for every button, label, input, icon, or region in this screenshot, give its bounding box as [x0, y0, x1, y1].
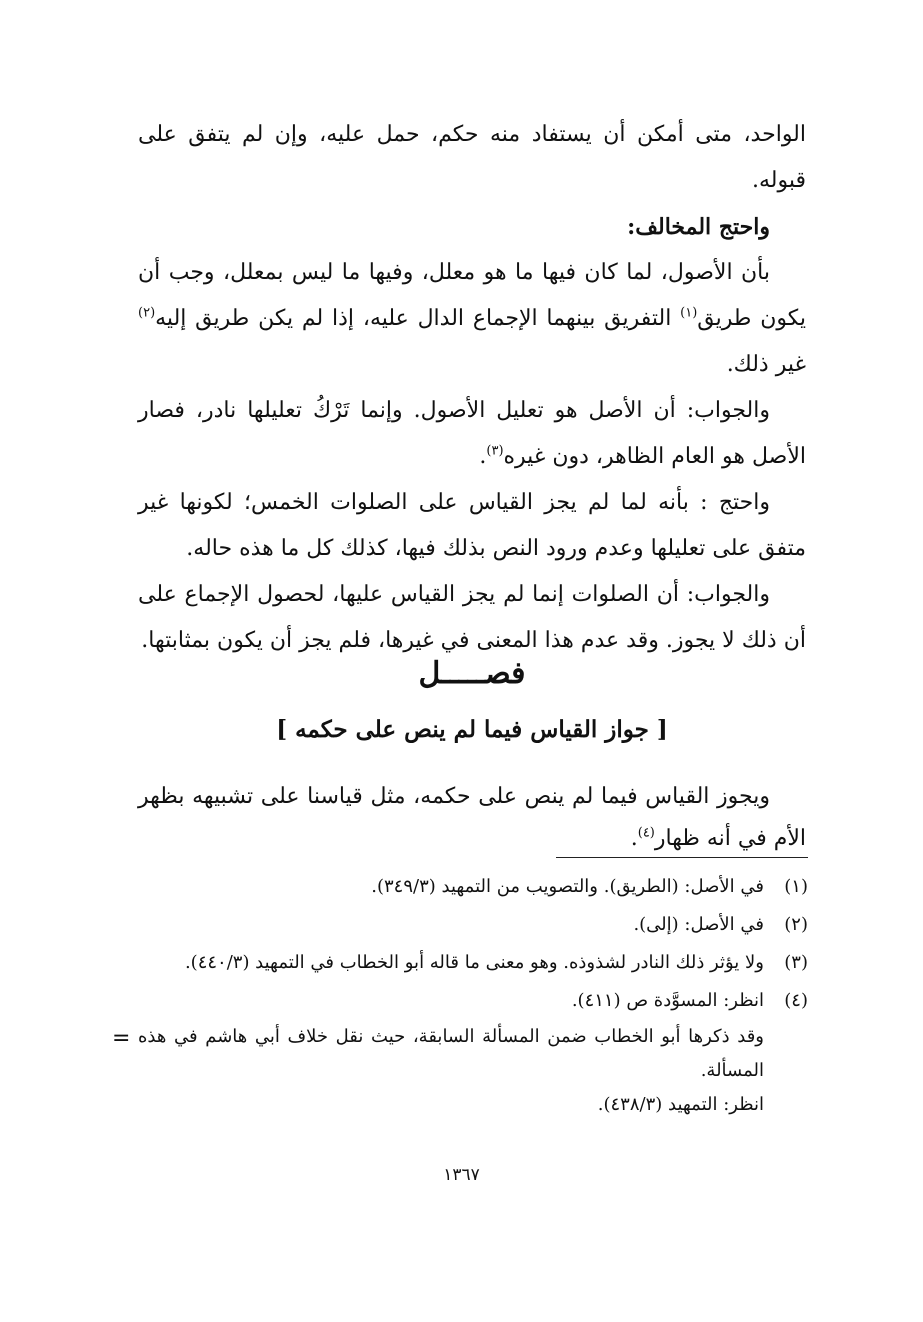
- paragraph-3-part-a: بأن الأصول، لما كان فيها ما هو معلل، وفيها ما ليس بمعلل، وجب أن يكون طريق: [138, 260, 806, 331]
- paragraph-3-part-c: غير ذلك.: [726, 352, 806, 377]
- paragraph-3-part-b: التفريق بينهما الإجماع الدال عليه، إذا لم يكن طريق إليه: [155, 306, 681, 331]
- footnote-number: (٤): [784, 990, 808, 1011]
- footnote-4-continuation: وقد ذكرها أبو الخطاب ضمن المسألة السابقة، حيث نقل خلاف أبي هاشم في هذه المسألة.: [138, 1026, 764, 1081]
- footnote-ref-1[interactable]: (١): [680, 305, 698, 321]
- page-number: ١٣٦٧: [443, 1165, 480, 1185]
- footnote-number: (١): [784, 876, 808, 897]
- paragraph-4-part-a: والجواب: أن الأصل هو تعليل الأصول. وإنما تَرْكُ تعليلها نادر، فصار الأصل هو العام الظاهر، دون غيره: [138, 398, 806, 469]
- section-paragraph-1-part-a: ويجوز القياس فيما لم ينص على حكمه، مثل قياسنا على تشبيهه بظهر الأم في أنه ظهار: [138, 784, 806, 851]
- footnote-3: [138, 944, 808, 982]
- footnote-ref-3[interactable]: (٣): [486, 443, 504, 459]
- footnote-divider: [556, 857, 808, 858]
- section-title: [ جواز القياس فيما لم ينص على حكمه ]: [276, 716, 668, 743]
- footnote-1: [138, 868, 808, 906]
- footnotes-block: [138, 868, 808, 1122]
- footnote-text: في الأصل: (الطريق). والتصويب من التمهيد (٣٤٩/٣).: [371, 876, 764, 897]
- paragraph-6: والجواب: أن الصلوات إنما لم يجز القياس عليها، لحصول الإجماع على أن ذلك لا يجوز. وقد عدم هذا المعنى في غيرها، فلم يجز أن يكون بمثابتها.: [138, 582, 806, 653]
- section-heading: فصـــــل: [418, 656, 526, 691]
- footnote-text: ولا يؤثر ذلك النادر لشذوذه. وهو معنى ما قاله أبو الخطاب في التمهيد (٤٤٠/٣).: [184, 952, 764, 973]
- footnote-text: في الأصل: (إلى).: [633, 914, 764, 935]
- footnote-number: (٣): [784, 952, 808, 973]
- section-paragraph-1-part-b: .: [630, 826, 638, 851]
- section-paragraph-1: [138, 776, 806, 860]
- paragraph-4: [138, 388, 806, 480]
- footnote-number: (٢): [784, 914, 808, 935]
- main-text-block: [138, 112, 806, 664]
- paragraph-1: الواحد، متى أمكن أن يستفاد منه حكم، حمل عليه، وإن لم يتفق على قبوله.: [138, 122, 806, 193]
- footnote-4: [138, 982, 808, 1020]
- continuation-mark: =: [112, 1026, 131, 1051]
- footnote-4-reference: انظر: التمهيد (٤٣٨/٣).: [597, 1094, 764, 1115]
- footnote-ref-2[interactable]: (٢): [138, 305, 156, 321]
- paragraph-3: [138, 250, 806, 388]
- footnote-ref-4[interactable]: (٤): [637, 825, 655, 841]
- section-text-block: [138, 776, 806, 860]
- footnote-2: [138, 906, 808, 944]
- paragraph-5: واحتج : بأنه لما لم يجز القياس على الصلوات الخمس؛ لكونها غير متفق على تعليلها وعدم ورود النص بذلك فيها، كذلك كل ما هذه حاله.: [138, 490, 806, 561]
- paragraph-4-part-b: .: [479, 444, 487, 469]
- opponent-heading: واحتج المخالف:: [627, 214, 770, 240]
- footnote-text: انظر: المسوَّدة ص (٤١١).: [571, 990, 764, 1011]
